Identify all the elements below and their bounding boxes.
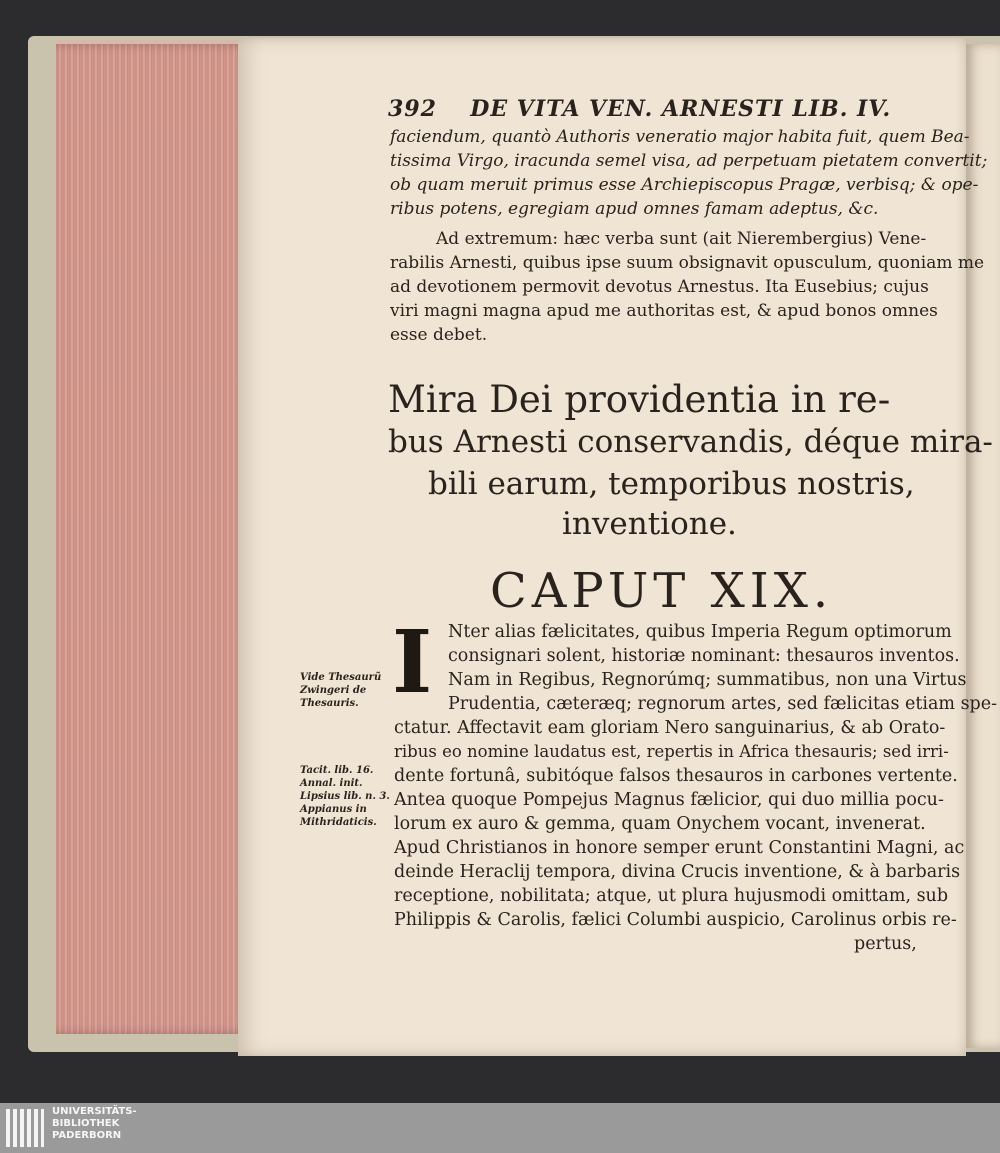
library-logo-icon [6, 1109, 46, 1147]
body-line: ctatur. Affectavit eam gloriam Nero sanguinarius, & ab Orato- [394, 718, 946, 738]
library-footer [0, 1103, 1000, 1153]
body-line: Nam in Regibus, Regnorúmq; summatibus, non una Virtus [448, 670, 967, 690]
text-line: ob quam meruit primus esse Archiepiscopus Pragæ, verbisq; & ope- [390, 175, 979, 195]
body-line: Nter alias fælicitates, quibus Imperia Regum optimorum [448, 622, 952, 642]
text-line: esse debet. [390, 325, 488, 345]
catchword: pertus, [854, 934, 917, 954]
body-line: Antea quoque Pompejus Magnus fælicior, qui duo millia pocu- [394, 790, 944, 810]
text-line: ad devotionem permovit devotus Arnestus. Ita Eusebius; cujus [390, 277, 929, 297]
chapter-title-line: inventione. [562, 506, 737, 542]
running-title: DE VITA VEN. ARNESTI LIB. IV. [470, 96, 892, 122]
chapter-number: CAPUT XIX. [490, 563, 834, 619]
library-name: UNIVERSITÄTS- BIBLIOTHEK PADERBORN [52, 1106, 137, 1141]
chapter-title-line: bili earum, temporibus nostris, [428, 466, 915, 502]
body-line: Apud Christianos in honore semper erunt Constantini Magni, ac [394, 838, 965, 858]
body-line: ribus eo nomine laudatus est, repertis in Africa thesauris; sed irri- [394, 742, 949, 761]
chapter-title-line: bus Arnesti conservandis, déque mira- [388, 424, 993, 460]
body-line: lorum ex auro & gemma, quam Onychem vocant, invenerat. [394, 814, 926, 834]
text-line: tissima Virgo, iracunda semel visa, ad perpetuam pietatem convertit; [390, 151, 988, 171]
page-fore-edge [56, 44, 252, 1034]
drop-cap: I [392, 612, 433, 713]
text-line: viri magni magna apud me authoritas est, & apud bonos omnes [390, 301, 938, 321]
text-line: ribus potens, egregiam apud omnes famam adeptus, &c. [390, 199, 879, 219]
body-line: deinde Heraclij tempora, divina Crucis inventione, & à barbaris [394, 862, 961, 882]
page-number: 392 [388, 96, 437, 122]
text-line: faciendum, quantò Authoris veneratio major habita fuit, quem Bea- [390, 127, 970, 147]
text-line: rabilis Arnesti, quibus ipse suum obsignavit opusculum, quoniam me [390, 253, 985, 273]
text-line: Ad extremum: hæc verba sunt (ait Nierembergius) Vene- [436, 229, 927, 249]
body-line: consignari solent, historiæ nominant: thesauros inventos. [448, 646, 960, 666]
running-header [388, 96, 891, 122]
margin-note: Tacit. lib. 16. Annal. init. Lipsius lib. n. 3. Appianus in Mithridaticis. [300, 765, 390, 828]
body-line: Philippis & Carolis, fælici Columbi auspicio, Carolinus orbis re- [394, 910, 957, 930]
body-line: dente fortunâ, subitóque falsos thesauros in carbones vertente. [394, 766, 958, 786]
body-line: receptione, nobilitata; atque, ut plura hujusmodi omittam, sub [394, 886, 949, 906]
body-line: Prudentia, cæteræq; regnorum artes, sed fælicitas etiam spe- [448, 694, 998, 714]
margin-note: Vide Thesaurũ Zwingeri de Thesauris. [300, 672, 382, 709]
chapter-title-line: Mira Dei providentia in re- [388, 378, 891, 421]
